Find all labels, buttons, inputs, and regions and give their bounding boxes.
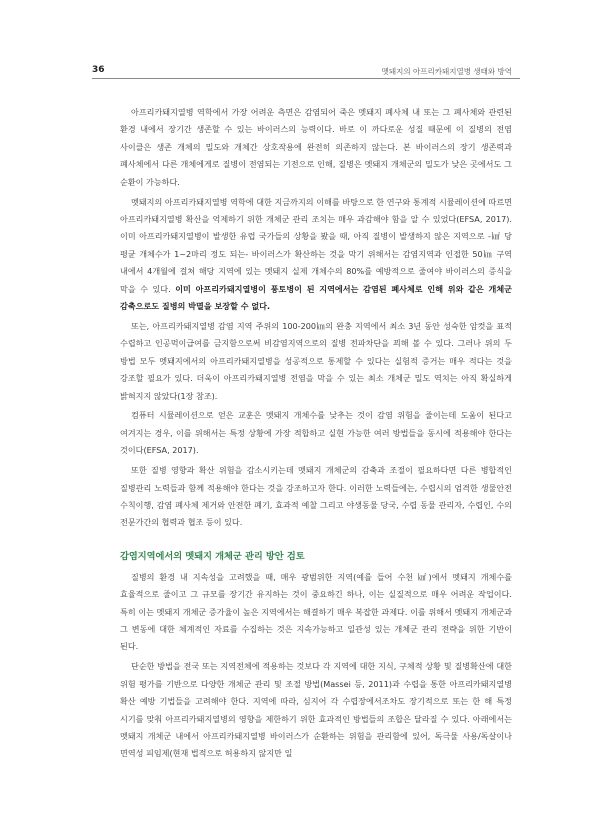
paragraph-2 — [120, 194, 512, 316]
paragraph-4: 컴퓨터 시뮬레이션으로 얻은 교훈은 멧돼지 개체수를 낮추는 것이 감염 위험을 줄이는데 도움이 된다고 여겨지는 경우, 이를 위해서는 특정 상황에 가장 적합하고 실현 가능한 여러 방법들을 동시에 적용해야 한다는 것이다(EFSA, 2017). — [120, 410, 512, 456]
page-number: 36 — [92, 65, 105, 75]
paragraph-2-text: 멧돼지의 아프리카돼지열병 역학에 대한 지금까지의 이해를 바탕으로 한 연구와 통계적 시뮬레이션에 따르면 아프리카돼지열병 확산을 억제하기 위한 개체군 관리 조치는 매우 과감해야 함을 알 수 있었다(EFSA, 2017). 이미 아프리카돼지열병이 발생한 유럽 국가들의 상황을 봤을 때, 아직 질병이 발생하지 않은 지역으로 -㎢ 당 평균 개체수가 1~2마리 정도 되는- 바이러스가 확산하는 것을 막기 위해서는 감염지역과 인접한 50㎞ 구역 내에서 4개월에 걸쳐 해당 지역에 있는 멧돼지 실제 개체수의 80%를 예방적으로 줄여야 바이러스의 증식을 막을 수 있다. — [120, 196, 512, 294]
paragraph-2-emphasis: 이미 아프리카돼지열병이 풍토병이 된 지역에서는 감염된 폐사체로 인해 위와 같은 개체군 감축으로도 질병의 박멸을 보장할 수 없다. — [120, 283, 512, 311]
paragraph-5: 또한 질병 영향과 확산 위험을 감소시키는데 멧돼지 개체군의 감축과 조절이 필요하다면 다른 병합적인 질병관리 노력들과 함께 적용해야 한다는 것을 강조하고자 한다. 이러한 노력들에는, 수렵시의 엄격한 생물안전 수칙이행, 감염 폐사체 제거와 안전한 폐기, 효과적 예찰 그리고 야생동물 당국, 수렵 동물 관리자, 수렵인, 수의 전문가간의 협력과 협조 등이 있다. — [120, 465, 512, 528]
running-title: 멧돼지의 아프리카돼지열병 생태와 방역 — [381, 67, 512, 76]
paragraph-6: 질병의 환경 내 지속성을 고려했을 때, 매우 광범위한 지역(예를 들어 수천 ㎢)에서 멧돼지 개체수를 효율적으로 줄이고 그 규모를 장기간 유지하는 것이 중요하긴 하나, 이는 실질적으로 매우 어려운 작업이다. 특히 이는 멧돼지 개체군 증가율이 높은 지역에서는 해결하기 매우 복잡한 과제다. 이를 위해서 멧돼지 개체군과 그 변동에 대한 체계적인 자료를 수집하는 것은 지속가능하고 일관성 있는 개체군 관리 전략을 위한 기반이 된다. — [120, 571, 512, 652]
paragraph-7: 단순한 방법을 전국 또는 지역전체에 적용하는 것보다 각 지역에 대한 지식, 구체적 상황 및 질병확산에 대한 위험 평가를 기반으로 다양한 개체군 관리 및 조절 방법(Massei 등, 2011)과 수렵을 통한 아프리카돼지열병 확산 예방 기법들을 고려해야 한다. 지역에 따라, 심지어 각 수렵장에서조차도 장기적으로 또는 한 해 특정 시기를 맞춰 아프리카돼지열병의 영향을 제한하기 위한 효과적인 방법들의 조합은 달라질 수 있다. 아래에서는 멧돼지 개체군 내에서 아프리카돼지열병 바이러스가 순환하는 위험을 관리함에 있어, 독극물 사용/독살이나 면역성 피임제(현재 법적으로 허용하지 않지만 일 — [120, 661, 512, 759]
paragraph-1: 아프리카돼지열병 역학에서 가장 어려운 측면은 감염되어 죽은 멧돼지 폐사체 내 또는 그 폐사체와 관련된 환경 내에서 장기간 생존할 수 있는 바이러스의 능력이다. 바로 이 까다로운 성질 때문에 이 질병의 전염 사이클은 생존 개체의 밀도와 개체간 상호작용에 완전히 의존하지 않는다. 본 바이러스의 장기 생존력과 폐사체에서 다른 개체에게로 질병이 전염되는 기전으로 인해, 질병은 멧돼지 개체군의 밀도가 낮은 곳에서도 그 순환이 가능하다. — [120, 107, 512, 187]
body-text — [120, 104, 512, 765]
header-divider — [92, 78, 520, 79]
section-heading: 감염지역에서의 멧돼지 개체군 관리 방안 검토 — [120, 550, 305, 562]
paragraph-3: 또는, 아프리카돼지열병 감염 지역 주위의 100-200㎞의 완충 지역에서 최소 3년 동안 성숙한 암컷을 표적 수렵하고 인공먹이급여를 금지함으로써 비감염지역으로의 질병 전파차단을 꾀해 볼 수 있다. 그러나 위의 두 방법 모두 멧돼지에서의 아프리카돼지열병을 성공적으로 통제할 수 있다는 실험적 증거는 매우 적다는 것을 강조할 필요가 있다. 더욱이 아프리카돼지열병 전염을 막을 수 있는 최소 개체군 밀도 역치는 아직 확실하게 밝혀지지 않았다(1장 참조). — [120, 320, 512, 401]
page-header — [92, 64, 520, 78]
